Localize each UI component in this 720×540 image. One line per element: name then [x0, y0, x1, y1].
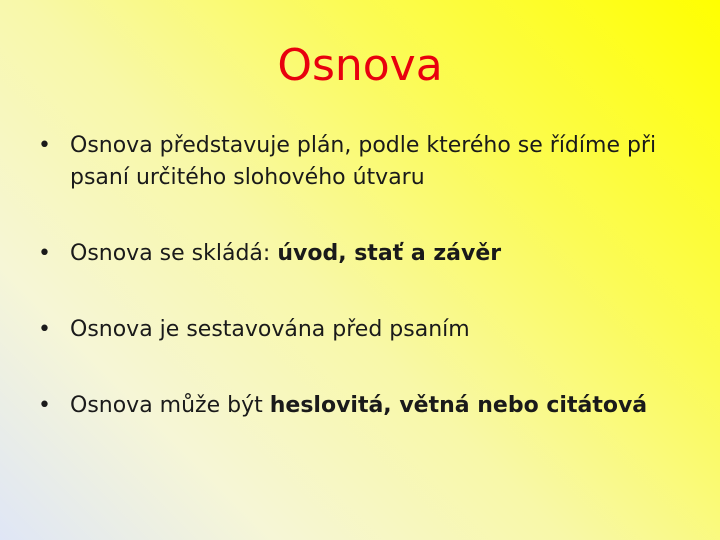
- bullet-item-before-writing: [36, 314, 696, 346]
- bullet-icon: •: [38, 393, 51, 418]
- bullet-text: Osnova je sestavována před psaním: [70, 317, 470, 342]
- bullet-bold-text: úvod, stať a závěr: [277, 241, 502, 266]
- bullet-icon: •: [38, 133, 51, 158]
- bullet-icon: •: [38, 317, 51, 342]
- bullet-item-plan: [36, 130, 696, 194]
- bullet-text: Osnova může být: [70, 393, 270, 418]
- bullet-bold-text: heslovitá, větná nebo citátová: [269, 393, 648, 418]
- slide-title: Osnova: [277, 40, 443, 91]
- bullet-icon: •: [38, 241, 51, 266]
- bullet-list: [36, 130, 696, 422]
- bullet-item-types: [36, 390, 696, 422]
- bullet-text: Osnova se skládá:: [70, 241, 278, 266]
- bullet-item-parts: [36, 238, 696, 270]
- bullet-text: Osnova představuje plán, podle kterého se řídíme při psaní určitého slohového útvaru: [70, 133, 657, 190]
